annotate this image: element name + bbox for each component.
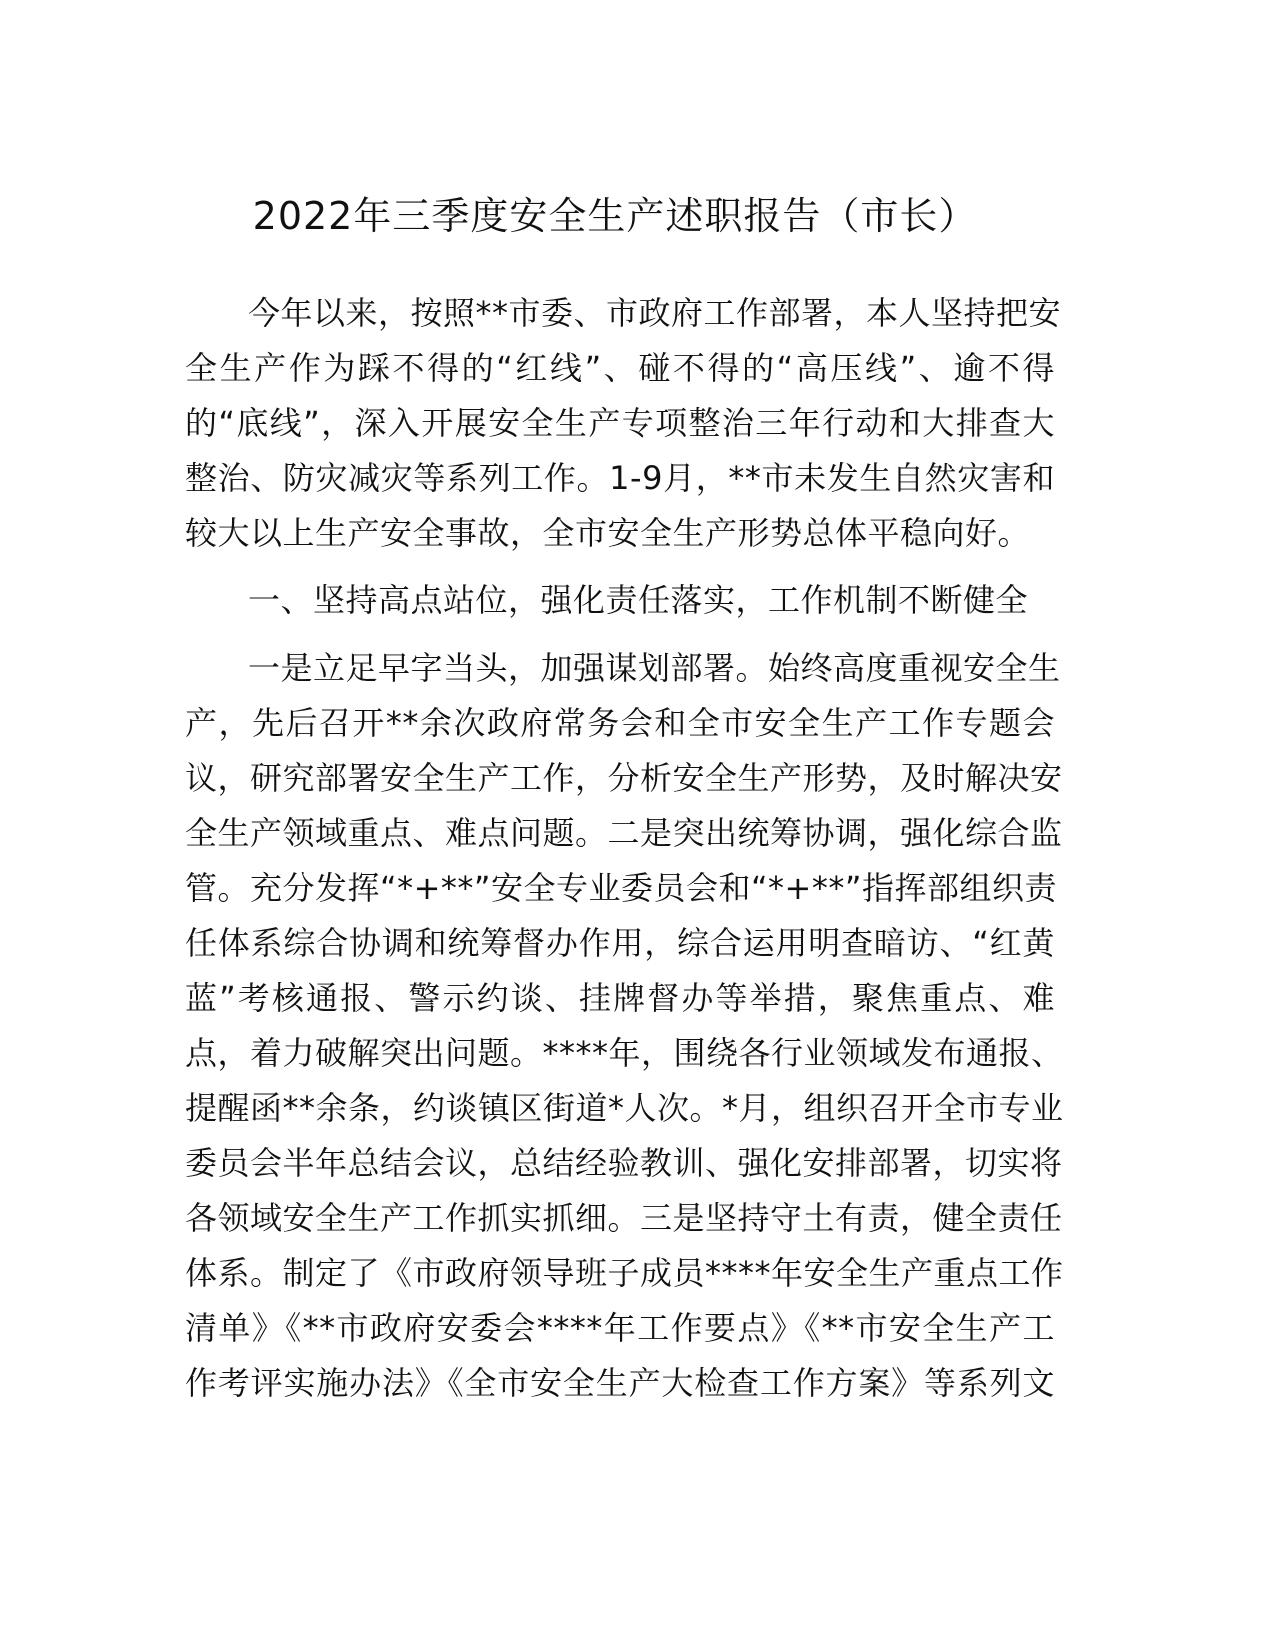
paragraph-3-line-5: 管。充分发挥“*+**”安全专业委员会和“*+**”指挥部组织责 [185, 869, 1057, 907]
paragraph-3-line-10: 委员会半年总结会议，总结经验教训、强化安排部署，切实将 [185, 1144, 1063, 1182]
paragraph-3-line-9: 提醒函**余条，约谈镇区街道*人次。*月，组织召开全市专业 [185, 1089, 1064, 1127]
paragraph-3-line-2: 产，先后召开**余次政府常务会和全市安全生产工作专题会 [185, 704, 1055, 742]
paragraph-3-line-13: 清单》《**市政府安委会****年工作要点》《**市安全生产工 [185, 1309, 1055, 1347]
paragraph-3-line-7: 蓝”考核通报、警示约谈、挂牌督办等举措，聚焦重点、难 [185, 979, 1055, 1017]
paragraph-3-line-8: 点，着力破解突出问题。****年，围绕各行业领域发布通报、 [185, 1034, 1064, 1072]
paragraph-1-line-4: 整治、防灾减灾等系列工作。1-9月，**市未发生自然灾害和 [185, 459, 1055, 497]
paragraph-3-line-14: 作考评实施办法》《全市安全生产大检查工作方案》等系列文 [185, 1364, 1055, 1402]
paragraph-3-line-3: 议，研究部署安全生产工作，分析安全生产形势，及时解决安 [185, 759, 1063, 797]
paragraph-1-line-3: 的“底线”，深入开展安全生产专项整治三年行动和大排查大 [185, 404, 1055, 442]
paragraph-1-line-2: 全生产作为踩不得的“红线”、碰不得的“高压线”、逾不得 [185, 349, 1055, 387]
paragraph-3-line-6: 任体系综合协调和统筹督办作用，综合运用明查暗访、“红黄 [185, 924, 1055, 962]
paragraph-3-line-11: 各领域安全生产工作抓实抓细。三是坚持守土有责，健全责任 [185, 1199, 1063, 1237]
document-title: 2022年三季度安全生产述职报告（市长） [252, 194, 978, 238]
section-heading: 一、坚持高点站位，强化责任落实，工作机制不断健全 [248, 581, 1029, 619]
paragraph-1-line-1: 今年以来，按照**市委、市政府工作部署，本人坚持把安 [248, 294, 1062, 332]
paragraph-3-line-12: 体系。制定了《市政府领导班子成员****年安全生产重点工作 [185, 1254, 1064, 1292]
paragraph-1-line-5: 较大以上生产安全事故，全市安全生产形势总体平稳向好。 [185, 514, 1031, 552]
paragraph-3-line-1: 一是立足早字当头，加强谋划部署。始终高度重视安全生 [248, 649, 1061, 687]
paragraph-3-line-4: 全生产领域重点、难点问题。二是突出统筹协调，强化综合监 [185, 814, 1063, 852]
